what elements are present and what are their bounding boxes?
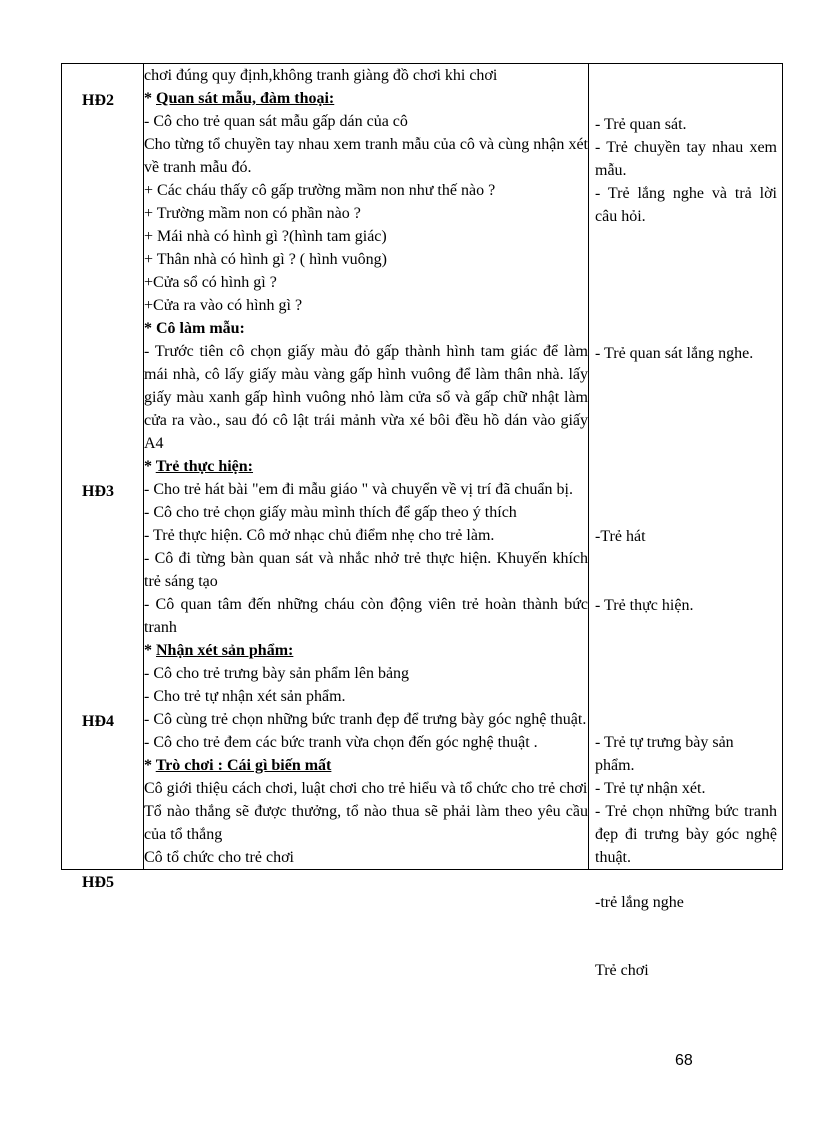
heading-star: * bbox=[144, 90, 156, 107]
demo-paragraph: - Trước tiên cô chọn giấy màu đỏ gấp thành hình tam giác để làm mái nhà, cô lấy giấy màu vàng gấp hình vuông để làm thân nhà. lấy giấy màu xanh gấp hình vuông nhỏ làm cửa sổ và gấp chữ nhật làm cửa ra vào., sau đó cô lật trái mảnh vừa xé bôi đều hồ dán vào giấy A4 bbox=[144, 343, 588, 452]
activity-label-column bbox=[62, 64, 144, 891]
text-line: - Cô đi từng bàn quan sát và nhắc nhở trẻ thực hiện. Khuyến khích trẻ sáng tạo bbox=[144, 550, 588, 590]
text-line: - Cô cho trẻ trưng bày sản phẩm lên bảng bbox=[144, 665, 410, 682]
section-heading-hd5 bbox=[144, 754, 588, 777]
child-response: - Trẻ quan sát. bbox=[595, 116, 687, 133]
table-row bbox=[62, 64, 783, 870]
intro-line: chơi đúng quy định,không tranh giàng đồ chơi khi chơi bbox=[144, 67, 498, 84]
child-response: - Trẻ tự trưng bày sản phẩm. bbox=[595, 734, 734, 774]
text-line: - Cô quan tâm đến những cháu còn động viên trẻ hoàn thành bức tranh bbox=[144, 596, 588, 636]
activity-label-hd4: HĐ4 bbox=[82, 713, 114, 730]
teacher-activities-column bbox=[144, 64, 589, 870]
activity-label-hd2: HĐ2 bbox=[82, 92, 114, 109]
children-activities-column bbox=[589, 64, 783, 979]
heading-text: Quan sát mẫu, đàm thoại: bbox=[156, 90, 335, 107]
text-line: Cho từng tổ chuyền tay nhau xem tranh mẫu của cô và cùng nhận xét về tranh mẫu đó. bbox=[144, 136, 588, 176]
child-response: - Trẻ lắng nghe và trả lời câu hỏi. bbox=[595, 185, 777, 225]
question-line: + Mái nhà có hình gì ?(hình tam giác) bbox=[144, 228, 387, 245]
question-line: + Trường mầm non có phần nào ? bbox=[144, 205, 361, 222]
text-line: Cô giới thiệu cách chơi, luật chơi cho trẻ hiểu và tổ chức cho trẻ chơi bbox=[144, 780, 588, 797]
lesson-plan-table bbox=[61, 63, 783, 979]
child-response: Trẻ chơi bbox=[595, 962, 649, 979]
text-line: Tổ nào thắng sẽ được thưởng, tổ nào thua sẽ phải làm theo yêu cầu của tổ thắng bbox=[144, 803, 588, 843]
section-heading-hd4 bbox=[144, 639, 588, 662]
text-line: - Trẻ thực hiện. Cô mở nhạc chủ điểm nhẹ cho trẻ làm. bbox=[144, 527, 495, 544]
heading-text: Trẻ thực hiện: bbox=[155, 458, 254, 475]
child-response: - Trẻ thực hiện. bbox=[595, 597, 694, 614]
text-line: - Cô cho trẻ chọn giấy màu mình thích để gấp theo ý thích bbox=[144, 504, 517, 521]
heading-star: * bbox=[144, 757, 156, 774]
text-line: - Cho trẻ tự nhận xét sản phẩm. bbox=[144, 688, 346, 705]
question-line: +Cửa sổ có hình gì ? bbox=[144, 274, 277, 291]
question-line: + Thân nhà có hình gì ? ( hình vuông) bbox=[144, 251, 387, 268]
heading-star: * bbox=[144, 458, 156, 475]
child-response: -trẻ lắng nghe bbox=[595, 894, 684, 911]
text-line: - Cô cho trẻ quan sát mẫu gấp dán của cô bbox=[144, 113, 408, 130]
child-response: - Trẻ tự nhận xét. bbox=[595, 780, 706, 797]
child-response: - Trẻ chuyền tay nhau xem mẫu. bbox=[595, 139, 777, 179]
section-heading-demo: * Cô làm mẫu: bbox=[144, 320, 245, 337]
activity-label-hd5: HĐ5 bbox=[82, 874, 114, 891]
heading-star: * bbox=[144, 642, 156, 659]
section-heading-hd2 bbox=[144, 87, 588, 110]
question-line: +Cửa ra vào có hình gì ? bbox=[144, 297, 303, 314]
heading-text: Nhận xét sản phẩm: bbox=[156, 642, 294, 659]
text-line: - Cô cho trẻ đem các bức tranh vừa chọn đến góc nghệ thuật . bbox=[144, 734, 538, 751]
page-number: 68 bbox=[675, 1052, 693, 1069]
text-line: Cô tổ chức cho trẻ chơi bbox=[144, 849, 294, 866]
child-response: - Trẻ chọn những bức tranh đẹp đi trưng bày góc nghệ thuật. bbox=[595, 803, 777, 866]
question-line: + Các cháu thấy cô gấp trường mầm non như thế nào ? bbox=[144, 182, 496, 199]
heading-text: Trò chơi : Cái gì biến mất bbox=[155, 757, 332, 774]
child-response: -Trẻ hát bbox=[595, 528, 646, 545]
activity-label-hd3: HĐ3 bbox=[82, 483, 114, 500]
text-line: - Cho trẻ hát bài "em đi mẫu giáo " và chuyển về vị trí đã chuẩn bị. bbox=[144, 481, 573, 498]
text-line: - Cô cùng trẻ chọn những bức tranh đẹp để trưng bày góc nghệ thuật. bbox=[144, 711, 587, 728]
child-response: - Trẻ quan sát lắng nghe. bbox=[595, 345, 754, 362]
section-heading-hd3 bbox=[144, 455, 588, 478]
